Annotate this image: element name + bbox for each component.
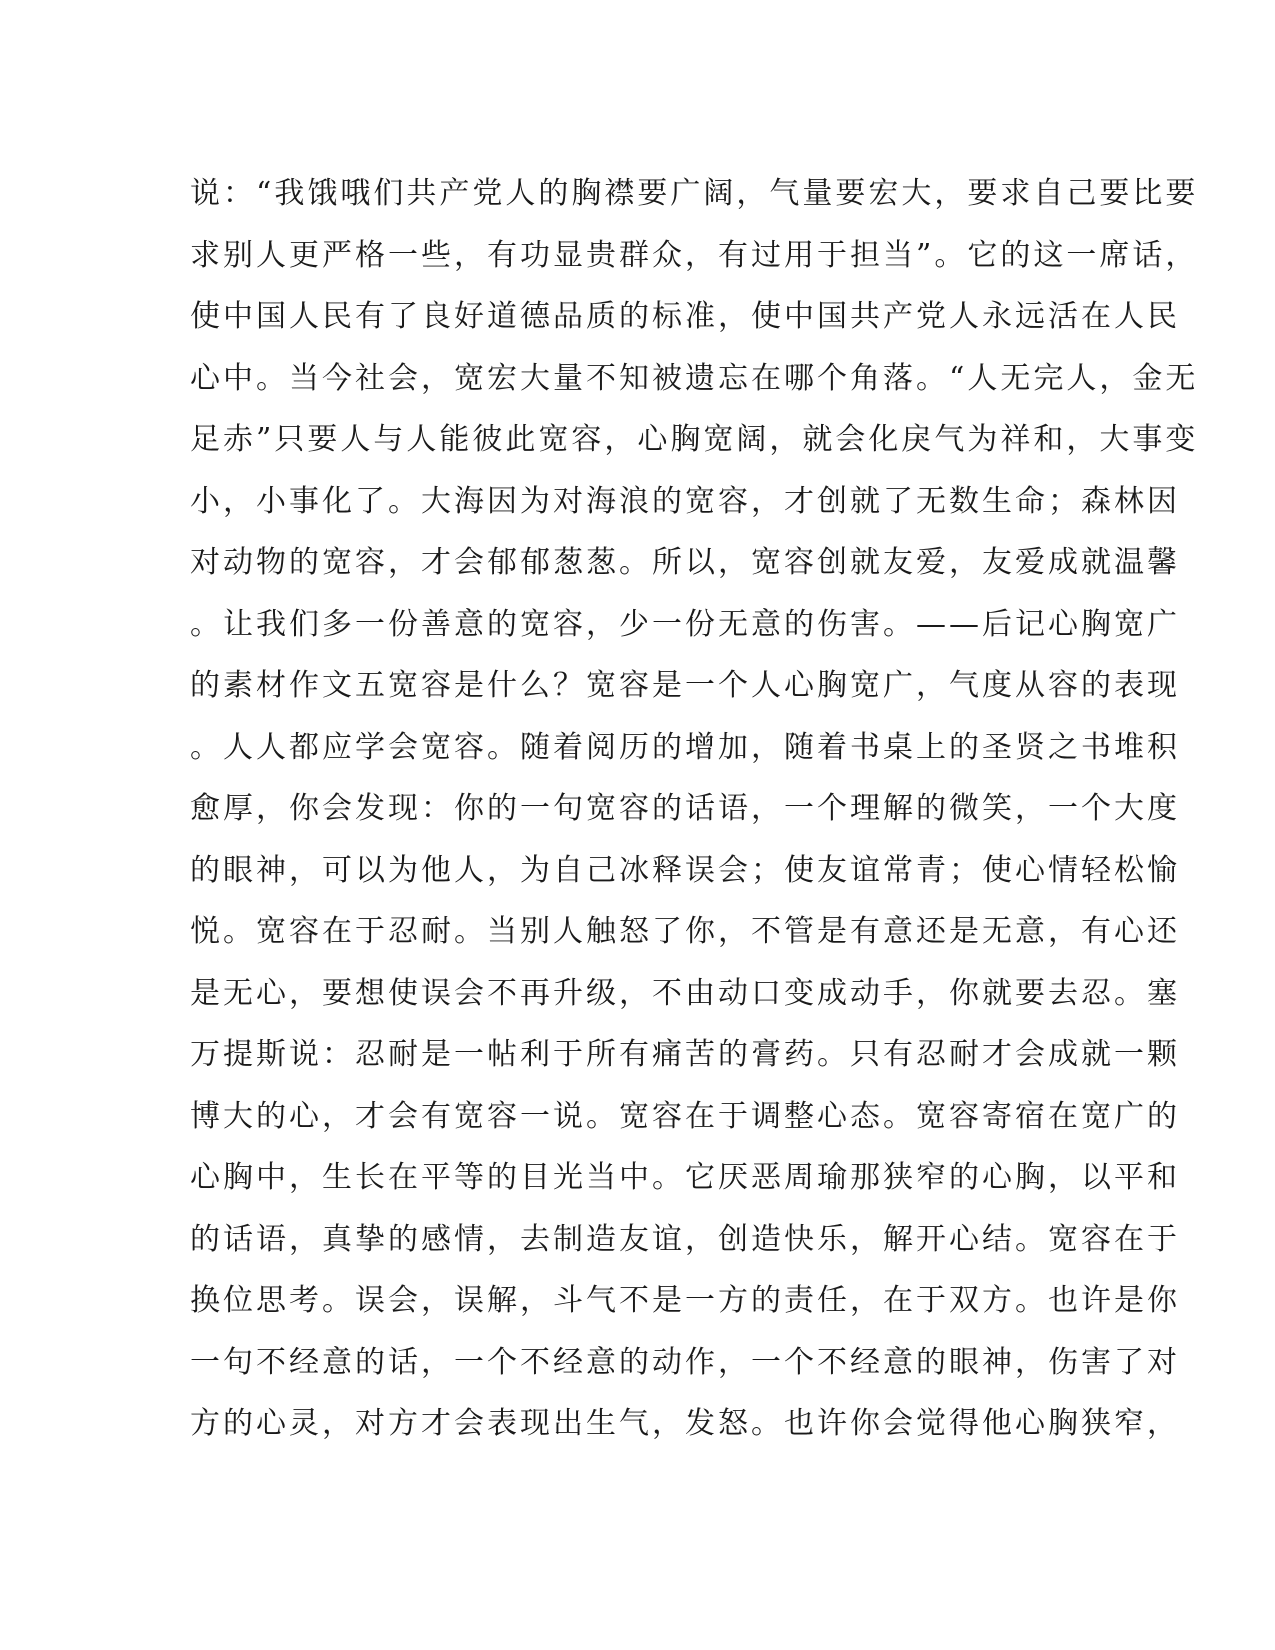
text-line: 心胸中，生长在平等的目光当中。它厌恶周瑜那狭窄的心胸，以平和 xyxy=(190,1160,1180,1195)
text-line: 是无心，要想使误会不再升级，不由动口变成动手，你就要去忍。塞 xyxy=(190,975,1180,1011)
text-line: 一句不经意的话，一个不经意的动作，一个不经意的眼神，伤害了对 xyxy=(190,1344,1180,1380)
text-line: 使中国人民有了良好道德品质的标准，使中国共产党人永远活在人民 xyxy=(190,299,1180,334)
text-line: 博大的心，才会有宽容一说。宽容在于调整心态。宽容寄宿在宽广的 xyxy=(190,1098,1180,1134)
text-line: 方的心灵，对方才会表现出生气，发怒。也许你会觉得他心胸狭窄， xyxy=(190,1406,1180,1441)
text-line: 的话语，真挚的感情，去制造友谊，创造快乐，解开心结。宽容在于 xyxy=(190,1221,1180,1257)
text-line: 万提斯说：忍耐是一帖利于所有痛苦的膏药。只有忍耐才会成就一颗 xyxy=(190,1037,1180,1072)
text-line: 悦。宽容在于忍耐。当别人触怒了你，不管是有意还是无意，有心还 xyxy=(190,914,1180,949)
text-line: 说：“我饿哦们共产党人的胸襟要广阔，气量要宏大，要求自己要比要 xyxy=(190,176,1199,211)
text-line: 的素材作文五宽容是什么？宽容是一个人心胸宽广，气度从容的表现 xyxy=(190,668,1180,703)
text-line: 愈厚，你会发现：你的一句宽容的话语，一个理解的微笑，一个大度 xyxy=(190,791,1180,826)
text-line: 。人人都应学会宽容。随着阅历的增加，随着书桌上的圣贤之书堆积 xyxy=(190,729,1180,765)
text-line: 的眼神，可以为他人，为自己冰释误会；使友谊常青；使心情轻松愉 xyxy=(190,852,1180,888)
text-line: 换位思考。误会，误解，斗气不是一方的责任，在于双方。也许是你 xyxy=(190,1283,1180,1318)
text-line: 。让我们多一份善意的宽容，少一份无意的伤害。——后记心胸宽广 xyxy=(190,606,1180,642)
text-line: 求别人更严格一些，有功显贵群众，有过用于担当”。它的这一席话， xyxy=(190,237,1199,273)
text-line: 足赤”只要人与人能彼此宽容，心胸宽阔，就会化戾气为祥和，大事变 xyxy=(190,422,1199,457)
text-line: 对动物的宽容，才会郁郁葱葱。所以，宽容创就友爱，友爱成就温馨 xyxy=(190,545,1180,580)
text-line: 小，小事化了。大海因为对海浪的宽容，才创就了无数生命；森林因 xyxy=(190,483,1180,519)
body-text xyxy=(190,163,1199,1455)
text-line: 心中。当今社会，宽宏大量不知被遗忘在哪个角落。“人无完人，金无 xyxy=(190,360,1199,396)
